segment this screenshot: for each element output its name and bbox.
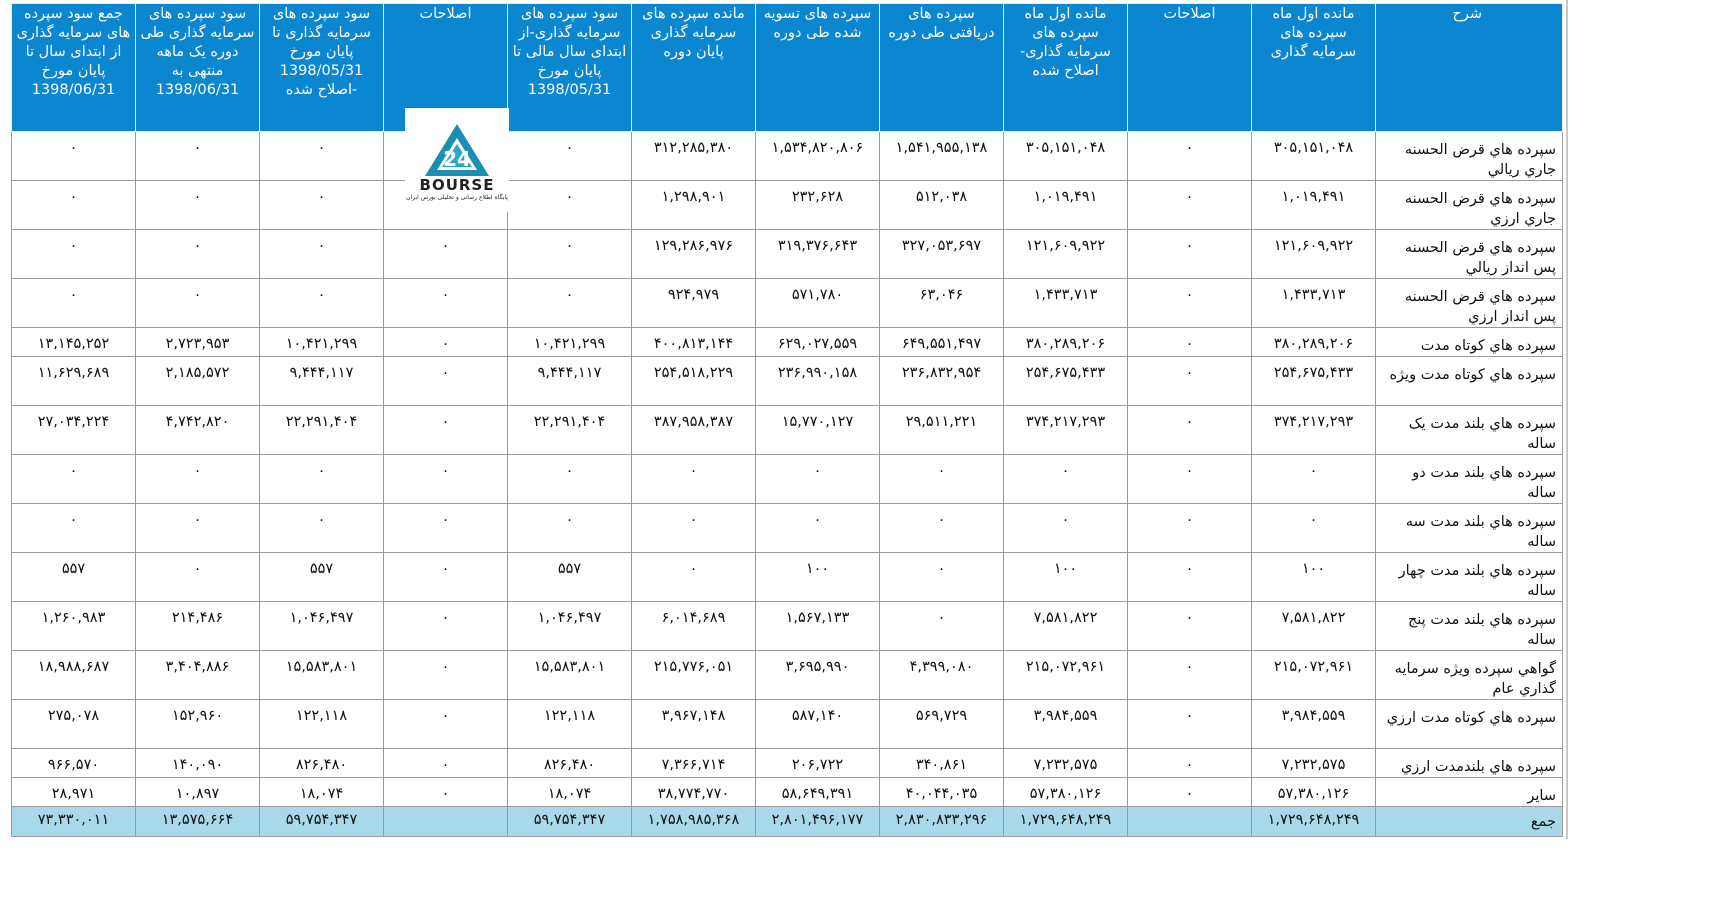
cell-c11[interactable]: ۱,۲۶۰,۹۸۳ <box>12 602 136 651</box>
logo-word: BOURSE <box>419 176 495 194</box>
cell-c2[interactable]: ۰ <box>1128 406 1252 455</box>
header-adjustments-1[interactable]: اصلاحات <box>1128 4 1252 132</box>
cell-c6[interactable]: ۴۰۰,۸۱۳,۱۴۴ <box>632 328 756 357</box>
cell-c1[interactable]: ۳۸۰,۲۸۹,۲۰۶ <box>1252 328 1376 357</box>
cell-c6[interactable]: ۰ <box>632 455 756 504</box>
bourse-triangle-icon <box>423 122 491 178</box>
cell-c1[interactable]: ۱,۴۳۳,۷۱۳ <box>1252 279 1376 328</box>
cell-c7[interactable]: ۰ <box>508 132 632 181</box>
cell-c1[interactable]: ۲۵۴,۶۷۵,۴۳۳ <box>1252 357 1376 406</box>
cell-c4[interactable]: ۳۴۰,۸۶۱ <box>880 749 1004 778</box>
cell-c11[interactable]: ۲۷۵,۰۷۸ <box>12 700 136 749</box>
cell-c5[interactable]: ۲۳۲,۶۲۸ <box>756 181 880 230</box>
cell-c8[interactable]: ۰ <box>384 651 508 700</box>
row-label[interactable]: سپرده هاي بلند مدت چهار ساله <box>1376 553 1563 602</box>
row-label[interactable]: سپرده هاي بلندمدت ارزي <box>1376 749 1563 778</box>
cell-c7[interactable]: ۱۵,۵۸۳,۸۰۱ <box>508 651 632 700</box>
cell-c9[interactable]: ۰ <box>260 132 384 181</box>
cell-c4[interactable]: ۰ <box>880 602 1004 651</box>
cell-c6[interactable]: ۶,۰۱۴,۶۸۹ <box>632 602 756 651</box>
cell-c3[interactable]: ۷,۵۸۱,۸۲۲ <box>1004 602 1128 651</box>
cell-c7[interactable]: ۱,۰۴۶,۴۹۷ <box>508 602 632 651</box>
cell-c9[interactable]: ۰ <box>260 504 384 553</box>
cell-c5[interactable]: ۰ <box>756 455 880 504</box>
cell-c8[interactable] <box>384 807 508 837</box>
header-adjustments-2[interactable]: اصلاحات <box>384 4 508 132</box>
cell-c4[interactable]: ۵۶۹,۷۲۹ <box>880 700 1004 749</box>
cell-c11[interactable]: ۱۳,۱۴۵,۲۵۲ <box>12 328 136 357</box>
cell-c7[interactable]: ۵۹,۷۵۴,۳۴۷ <box>508 807 632 837</box>
cell-c6[interactable]: ۲۱۵,۷۷۶,۰۵۱ <box>632 651 756 700</box>
cell-c10[interactable]: ۰ <box>136 553 260 602</box>
cell-c9[interactable]: ۰ <box>260 455 384 504</box>
cell-c7[interactable]: ۰ <box>508 181 632 230</box>
row-label[interactable]: سپرده هاي کوتاه مدت <box>1376 328 1563 357</box>
logo-tagline: پایگاه اطلاع رسانی و تحلیلی بورس ایران <box>406 194 508 201</box>
cell-c10[interactable]: ۰ <box>136 230 260 279</box>
row-label[interactable]: سپرده هاي کوتاه مدت ارزي <box>1376 700 1563 749</box>
cell-c1[interactable]: ۷,۵۸۱,۸۲۲ <box>1252 602 1376 651</box>
cell-c11[interactable]: ۰ <box>12 504 136 553</box>
table-row <box>12 406 1563 455</box>
header-row <box>12 4 1563 132</box>
cell-c3[interactable]: ۳۷۴,۲۱۷,۲۹۳ <box>1004 406 1128 455</box>
table-row <box>12 230 1563 279</box>
cell-c3[interactable]: ۱۲۱,۶۰۹,۹۲۲ <box>1004 230 1128 279</box>
cell-c11[interactable]: ۰ <box>12 132 136 181</box>
cell-c2[interactable]: ۰ <box>1128 700 1252 749</box>
cell-c5[interactable]: ۲۰۶,۷۲۲ <box>756 749 880 778</box>
cell-c5[interactable]: ۱,۵۳۴,۸۲۰,۸۰۶ <box>756 132 880 181</box>
cell-c5[interactable]: ۲۳۶,۹۹۰,۱۵۸ <box>756 357 880 406</box>
cell-c5[interactable]: ۶۲۹,۰۲۷,۵۵۹ <box>756 328 880 357</box>
cell-c4[interactable]: ۴,۳۹۹,۰۸۰ <box>880 651 1004 700</box>
cell-c8[interactable]: ۰ <box>384 504 508 553</box>
cell-c7[interactable]: ۰ <box>508 230 632 279</box>
cell-c2[interactable] <box>1128 807 1252 837</box>
cell-c5[interactable]: ۰ <box>756 504 880 553</box>
cell-c2[interactable]: ۰ <box>1128 230 1252 279</box>
table-row <box>12 328 1563 357</box>
cell-c7[interactable]: ۰ <box>508 455 632 504</box>
cell-c5[interactable]: ۳,۶۹۵,۹۹۰ <box>756 651 880 700</box>
table-row <box>12 504 1563 553</box>
cell-c4[interactable]: ۰ <box>880 455 1004 504</box>
cell-c3[interactable]: ۵۷,۳۸۰,۱۲۶ <box>1004 778 1128 807</box>
cell-c5[interactable]: ۵۸۷,۱۴۰ <box>756 700 880 749</box>
cell-c2[interactable]: ۰ <box>1128 602 1252 651</box>
cell-c8[interactable]: ۰ <box>384 357 508 406</box>
cell-c6[interactable]: ۳۸,۷۷۴,۷۷۰ <box>632 778 756 807</box>
cell-c3[interactable]: ۰ <box>1004 504 1128 553</box>
cell-c1[interactable]: ۱۰۰ <box>1252 553 1376 602</box>
cell-c6[interactable]: ۳,۹۶۷,۱۴۸ <box>632 700 756 749</box>
cell-c1[interactable]: ۳۰۵,۱۵۱,۰۴۸ <box>1252 132 1376 181</box>
cell-c5[interactable]: ۳۱۹,۳۷۶,۶۴۳ <box>756 230 880 279</box>
cell-c7[interactable]: ۲۲,۲۹۱,۴۰۴ <box>508 406 632 455</box>
table-row <box>12 778 1563 807</box>
cell-c10[interactable]: ۲۱۴,۴۸۶ <box>136 602 260 651</box>
cell-c6[interactable]: ۱,۷۵۸,۹۸۵,۳۶۸ <box>632 807 756 837</box>
table-row <box>12 553 1563 602</box>
cell-c6[interactable]: ۷,۳۶۶,۷۱۴ <box>632 749 756 778</box>
header-sharh[interactable]: شرح <box>1376 4 1563 132</box>
deposits-table <box>11 3 1563 837</box>
cell-c1[interactable]: ۷,۲۳۲,۵۷۵ <box>1252 749 1376 778</box>
cell-c1[interactable]: ۰ <box>1252 455 1376 504</box>
cell-c8[interactable]: ۰ <box>384 749 508 778</box>
table-row <box>12 455 1563 504</box>
cell-c9[interactable]: ۹,۴۴۴,۱۱۷ <box>260 357 384 406</box>
cell-c11[interactable]: ۵۵۷ <box>12 553 136 602</box>
cell-c8[interactable]: ۰ <box>384 553 508 602</box>
cell-c7[interactable]: ۵۵۷ <box>508 553 632 602</box>
cell-c7[interactable]: ۱۸,۰۷۴ <box>508 778 632 807</box>
cell-c5[interactable]: ۵۸,۶۴۹,۳۹۱ <box>756 778 880 807</box>
cell-c6[interactable]: ۳۱۲,۲۸۵,۳۸۰ <box>632 132 756 181</box>
cell-c10[interactable]: ۰ <box>136 279 260 328</box>
cell-c10[interactable]: ۰ <box>136 181 260 230</box>
cell-c11[interactable]: ۰ <box>12 181 136 230</box>
cell-c9[interactable]: ۵۹,۷۵۴,۳۴۷ <box>260 807 384 837</box>
cell-c11[interactable]: ۹۶۶,۵۷۰ <box>12 749 136 778</box>
cell-c5[interactable]: ۲,۸۰۱,۴۹۶,۱۷۷ <box>756 807 880 837</box>
cell-c3[interactable]: ۳۰۵,۱۵۱,۰۴۸ <box>1004 132 1128 181</box>
cell-c2[interactable]: ۰ <box>1128 328 1252 357</box>
header-opening-balance-adjusted[interactable]: مانده اول ماه سپرده های سرمایه گذاری-اصلاح شده <box>1004 4 1128 132</box>
table-row <box>12 279 1563 328</box>
cell-c2[interactable]: ۰ <box>1128 651 1252 700</box>
cell-c10[interactable]: ۲,۷۲۳,۹۵۳ <box>136 328 260 357</box>
row-label[interactable]: سپرده هاي قرض الحسنه پس انداز ارزي <box>1376 279 1563 328</box>
cell-c3[interactable]: ۱,۴۳۳,۷۱۳ <box>1004 279 1128 328</box>
cell-c4[interactable]: ۰ <box>880 504 1004 553</box>
table-body <box>12 132 1563 837</box>
table-row <box>12 651 1563 700</box>
cell-c8[interactable]: ۰ <box>384 279 508 328</box>
row-label[interactable]: سپرده هاي قرض الحسنه پس انداز ريالي <box>1376 230 1563 279</box>
header-interest-total[interactable]: جمع سود سپرده های سرمایه گذاری از ابتدای سال تا پایان مورخ 1398/06/31 <box>12 4 136 132</box>
cell-c2[interactable]: ۰ <box>1128 455 1252 504</box>
cell-c3[interactable]: ۳۸۰,۲۸۹,۲۰۶ <box>1004 328 1128 357</box>
cell-c9[interactable]: ۱,۰۴۶,۴۹۷ <box>260 602 384 651</box>
header-interest-period[interactable]: سود سپرده های سرمایه گذاری طی دوره یک ماهه منتهی به 1398/06/31 <box>136 4 260 132</box>
cell-c11[interactable]: ۰ <box>12 230 136 279</box>
cell-c8[interactable]: ۰ <box>384 230 508 279</box>
cell-c9[interactable]: ۱۰,۴۲۱,۲۹۹ <box>260 328 384 357</box>
cell-c3[interactable]: ۲۵۴,۶۷۵,۴۳۳ <box>1004 357 1128 406</box>
cell-c3[interactable]: ۰ <box>1004 455 1128 504</box>
row-label[interactable]: سپرده هاي بلند مدت پنج ساله <box>1376 602 1563 651</box>
row-label[interactable]: سپرده هاي بلند مدت يک ساله <box>1376 406 1563 455</box>
cell-c2[interactable]: ۰ <box>1128 553 1252 602</box>
cell-c10[interactable]: ۱۵۲,۹۶۰ <box>136 700 260 749</box>
cell-c6[interactable]: ۰ <box>632 553 756 602</box>
cell-c1[interactable]: ۱۲۱,۶۰۹,۹۲۲ <box>1252 230 1376 279</box>
cell-c2[interactable]: ۰ <box>1128 279 1252 328</box>
cell-c11[interactable]: ۱۱,۶۲۹,۶۸۹ <box>12 357 136 406</box>
row-label[interactable]: سپرده هاي بلند مدت دو ساله <box>1376 455 1563 504</box>
cell-c8[interactable]: ۰ <box>384 602 508 651</box>
cell-c11[interactable]: ۰ <box>12 455 136 504</box>
cell-c10[interactable]: ۳,۴۰۴,۸۸۶ <box>136 651 260 700</box>
header-interest-ytd[interactable]: سود سپرده های سرمایه گذاری-از ابتدای سال مالی تا پایان مورخ 1398/05/31 <box>508 4 632 132</box>
cell-c4[interactable]: ۲۹,۵۱۱,۲۲۱ <box>880 406 1004 455</box>
row-label[interactable]: سپرده هاي بلند مدت سه ساله <box>1376 504 1563 553</box>
cell-c11[interactable]: ۰ <box>12 279 136 328</box>
cell-c5[interactable]: ۱,۵۶۷,۱۳۳ <box>756 602 880 651</box>
cell-c11[interactable]: ۱۸,۹۸۸,۶۸۷ <box>12 651 136 700</box>
cell-c8[interactable]: ۰ <box>384 700 508 749</box>
cell-c5[interactable]: ۱۰۰ <box>756 553 880 602</box>
cell-c5[interactable]: ۱۵,۷۷۰,۱۲۷ <box>756 406 880 455</box>
cell-c10[interactable]: ۰ <box>136 504 260 553</box>
cell-c6[interactable]: ۲۵۴,۵۱۸,۲۲۹ <box>632 357 756 406</box>
cell-c4[interactable]: ۱,۵۴۱,۹۵۵,۱۳۸ <box>880 132 1004 181</box>
cell-c4[interactable]: ۶۴۹,۵۵۱,۴۹۷ <box>880 328 1004 357</box>
cell-c4[interactable]: ۵۱۲,۰۳۸ <box>880 181 1004 230</box>
row-label[interactable]: ساير <box>1376 778 1563 807</box>
cell-c8[interactable]: ۰ <box>384 455 508 504</box>
cell-c3[interactable]: ۳,۹۸۴,۵۵۹ <box>1004 700 1128 749</box>
cell-c3[interactable]: ۱,۷۲۹,۶۴۸,۲۴۹ <box>1004 807 1128 837</box>
cell-c8[interactable]: ۰ <box>384 778 508 807</box>
cell-c1[interactable]: ۲۱۵,۰۷۲,۹۶۱ <box>1252 651 1376 700</box>
cell-c1[interactable]: ۵۷,۳۸۰,۱۲۶ <box>1252 778 1376 807</box>
bourse-logo <box>405 108 509 212</box>
cell-c9[interactable]: ۰ <box>260 181 384 230</box>
cell-c1[interactable]: ۳۷۴,۲۱۷,۲۹۳ <box>1252 406 1376 455</box>
cell-c1[interactable]: ۱,۰۱۹,۴۹۱ <box>1252 181 1376 230</box>
row-label[interactable]: جمع <box>1376 807 1563 837</box>
cell-c9[interactable]: ۰ <box>260 230 384 279</box>
cell-c1[interactable]: ۳,۹۸۴,۵۵۹ <box>1252 700 1376 749</box>
cell-c6[interactable]: ۱,۲۹۸,۹۰۱ <box>632 181 756 230</box>
cell-c3[interactable]: ۷,۲۳۲,۵۷۵ <box>1004 749 1128 778</box>
table-row <box>12 749 1563 778</box>
cell-c9[interactable]: ۱۲۲,۱۱۸ <box>260 700 384 749</box>
cell-c4[interactable]: ۴۰,۰۴۴,۰۳۵ <box>880 778 1004 807</box>
cell-c7[interactable]: ۹,۴۴۴,۱۱۷ <box>508 357 632 406</box>
cell-c7[interactable]: ۱۰,۴۲۱,۲۹۹ <box>508 328 632 357</box>
row-label[interactable]: گواهي سپرده ويژه سرمايه گذاري عام <box>1376 651 1563 700</box>
cell-c11[interactable]: ۲۷,۰۳۴,۲۲۴ <box>12 406 136 455</box>
table-row <box>12 700 1563 749</box>
cell-c7[interactable]: ۰ <box>508 279 632 328</box>
row-label[interactable]: سپرده هاي قرض الحسنه جاري ريالي <box>1376 132 1563 181</box>
table-row <box>12 602 1563 651</box>
cell-c10[interactable]: ۰ <box>136 455 260 504</box>
table-row <box>12 181 1563 230</box>
cell-c4[interactable]: ۶۳,۰۴۶ <box>880 279 1004 328</box>
cell-c4[interactable]: ۳۲۷,۰۵۳,۶۹۷ <box>880 230 1004 279</box>
cell-c9[interactable]: ۸۲۶,۴۸۰ <box>260 749 384 778</box>
cell-c11[interactable]: ۲۸,۹۷۱ <box>12 778 136 807</box>
cell-c9[interactable]: ۱۵,۵۸۳,۸۰۱ <box>260 651 384 700</box>
cell-c10[interactable]: ۲,۱۸۵,۵۷۲ <box>136 357 260 406</box>
cell-c10[interactable]: ۴,۷۴۲,۸۲۰ <box>136 406 260 455</box>
svg-text:24: 24 <box>443 147 471 171</box>
cell-c2[interactable]: ۰ <box>1128 504 1252 553</box>
header-interest-adjusted[interactable]: سود سپرده های سرمایه گذاری تا پایان مورخ 1398/05/31 -اصلاح شده <box>260 4 384 132</box>
total-row <box>12 807 1563 837</box>
cell-c1[interactable]: ۰ <box>1252 504 1376 553</box>
cell-c2[interactable]: ۰ <box>1128 357 1252 406</box>
cell-c9[interactable]: ۰ <box>260 279 384 328</box>
cell-c6[interactable]: ۱۲۹,۲۸۶,۹۷۶ <box>632 230 756 279</box>
cell-c3[interactable]: ۱۰۰ <box>1004 553 1128 602</box>
row-label[interactable]: سپرده هاي قرض الحسنه جاري ارزي <box>1376 181 1563 230</box>
cell-c2[interactable]: ۰ <box>1128 778 1252 807</box>
cell-c9[interactable]: ۱۸,۰۷۴ <box>260 778 384 807</box>
table-row <box>12 357 1563 406</box>
cell-c6[interactable]: ۳۸۷,۹۵۸,۳۸۷ <box>632 406 756 455</box>
row-label[interactable]: سپرده هاي کوتاه مدت ويژه <box>1376 357 1563 406</box>
cell-c11[interactable]: ۷۳,۳۳۰,۰۱۱ <box>12 807 136 837</box>
cell-c8[interactable]: ۰ <box>384 406 508 455</box>
cell-c10[interactable]: ۱۴۰,۰۹۰ <box>136 749 260 778</box>
header-opening-balance[interactable]: مانده اول ماه سپرده های سرمایه گذاری <box>1252 4 1376 132</box>
cell-c7[interactable]: ۱۲۲,۱۱۸ <box>508 700 632 749</box>
cell-c4[interactable]: ۰ <box>880 553 1004 602</box>
cell-c10[interactable]: ۱۳,۵۷۵,۶۶۴ <box>136 807 260 837</box>
header-received-deposits[interactable]: سپرده های دریافتی طی دوره <box>880 4 1004 132</box>
cell-c7[interactable]: ۸۲۶,۴۸۰ <box>508 749 632 778</box>
cell-c10[interactable]: ۱۰,۸۹۷ <box>136 778 260 807</box>
table-row <box>12 132 1563 181</box>
cell-c2[interactable]: ۰ <box>1128 181 1252 230</box>
sheet-edge <box>1566 0 1568 839</box>
cell-c2[interactable]: ۰ <box>1128 132 1252 181</box>
cell-c4[interactable]: ۲۳۶,۸۳۲,۹۵۴ <box>880 357 1004 406</box>
cell-c1[interactable]: ۱,۷۲۹,۶۴۸,۲۴۹ <box>1252 807 1376 837</box>
cell-c3[interactable]: ۲۱۵,۰۷۲,۹۶۱ <box>1004 651 1128 700</box>
cell-c5[interactable]: ۵۷۱,۷۸۰ <box>756 279 880 328</box>
cell-c10[interactable]: ۰ <box>136 132 260 181</box>
cell-c7[interactable]: ۰ <box>508 504 632 553</box>
cell-c8[interactable]: ۰ <box>384 328 508 357</box>
cell-c6[interactable]: ۰ <box>632 504 756 553</box>
cell-c6[interactable]: ۹۲۴,۹۷۹ <box>632 279 756 328</box>
cell-c3[interactable]: ۱,۰۱۹,۴۹۱ <box>1004 181 1128 230</box>
header-settled-deposits[interactable]: سپرده های تسویه شده طی دوره <box>756 4 880 132</box>
header-closing-balance[interactable]: مانده سپرده های سرمایه گذاری پایان دوره <box>632 4 756 132</box>
cell-c4[interactable]: ۲,۸۳۰,۸۳۳,۲۹۶ <box>880 807 1004 837</box>
cell-c9[interactable]: ۵۵۷ <box>260 553 384 602</box>
cell-c2[interactable]: ۰ <box>1128 749 1252 778</box>
cell-c9[interactable]: ۲۲,۲۹۱,۴۰۴ <box>260 406 384 455</box>
